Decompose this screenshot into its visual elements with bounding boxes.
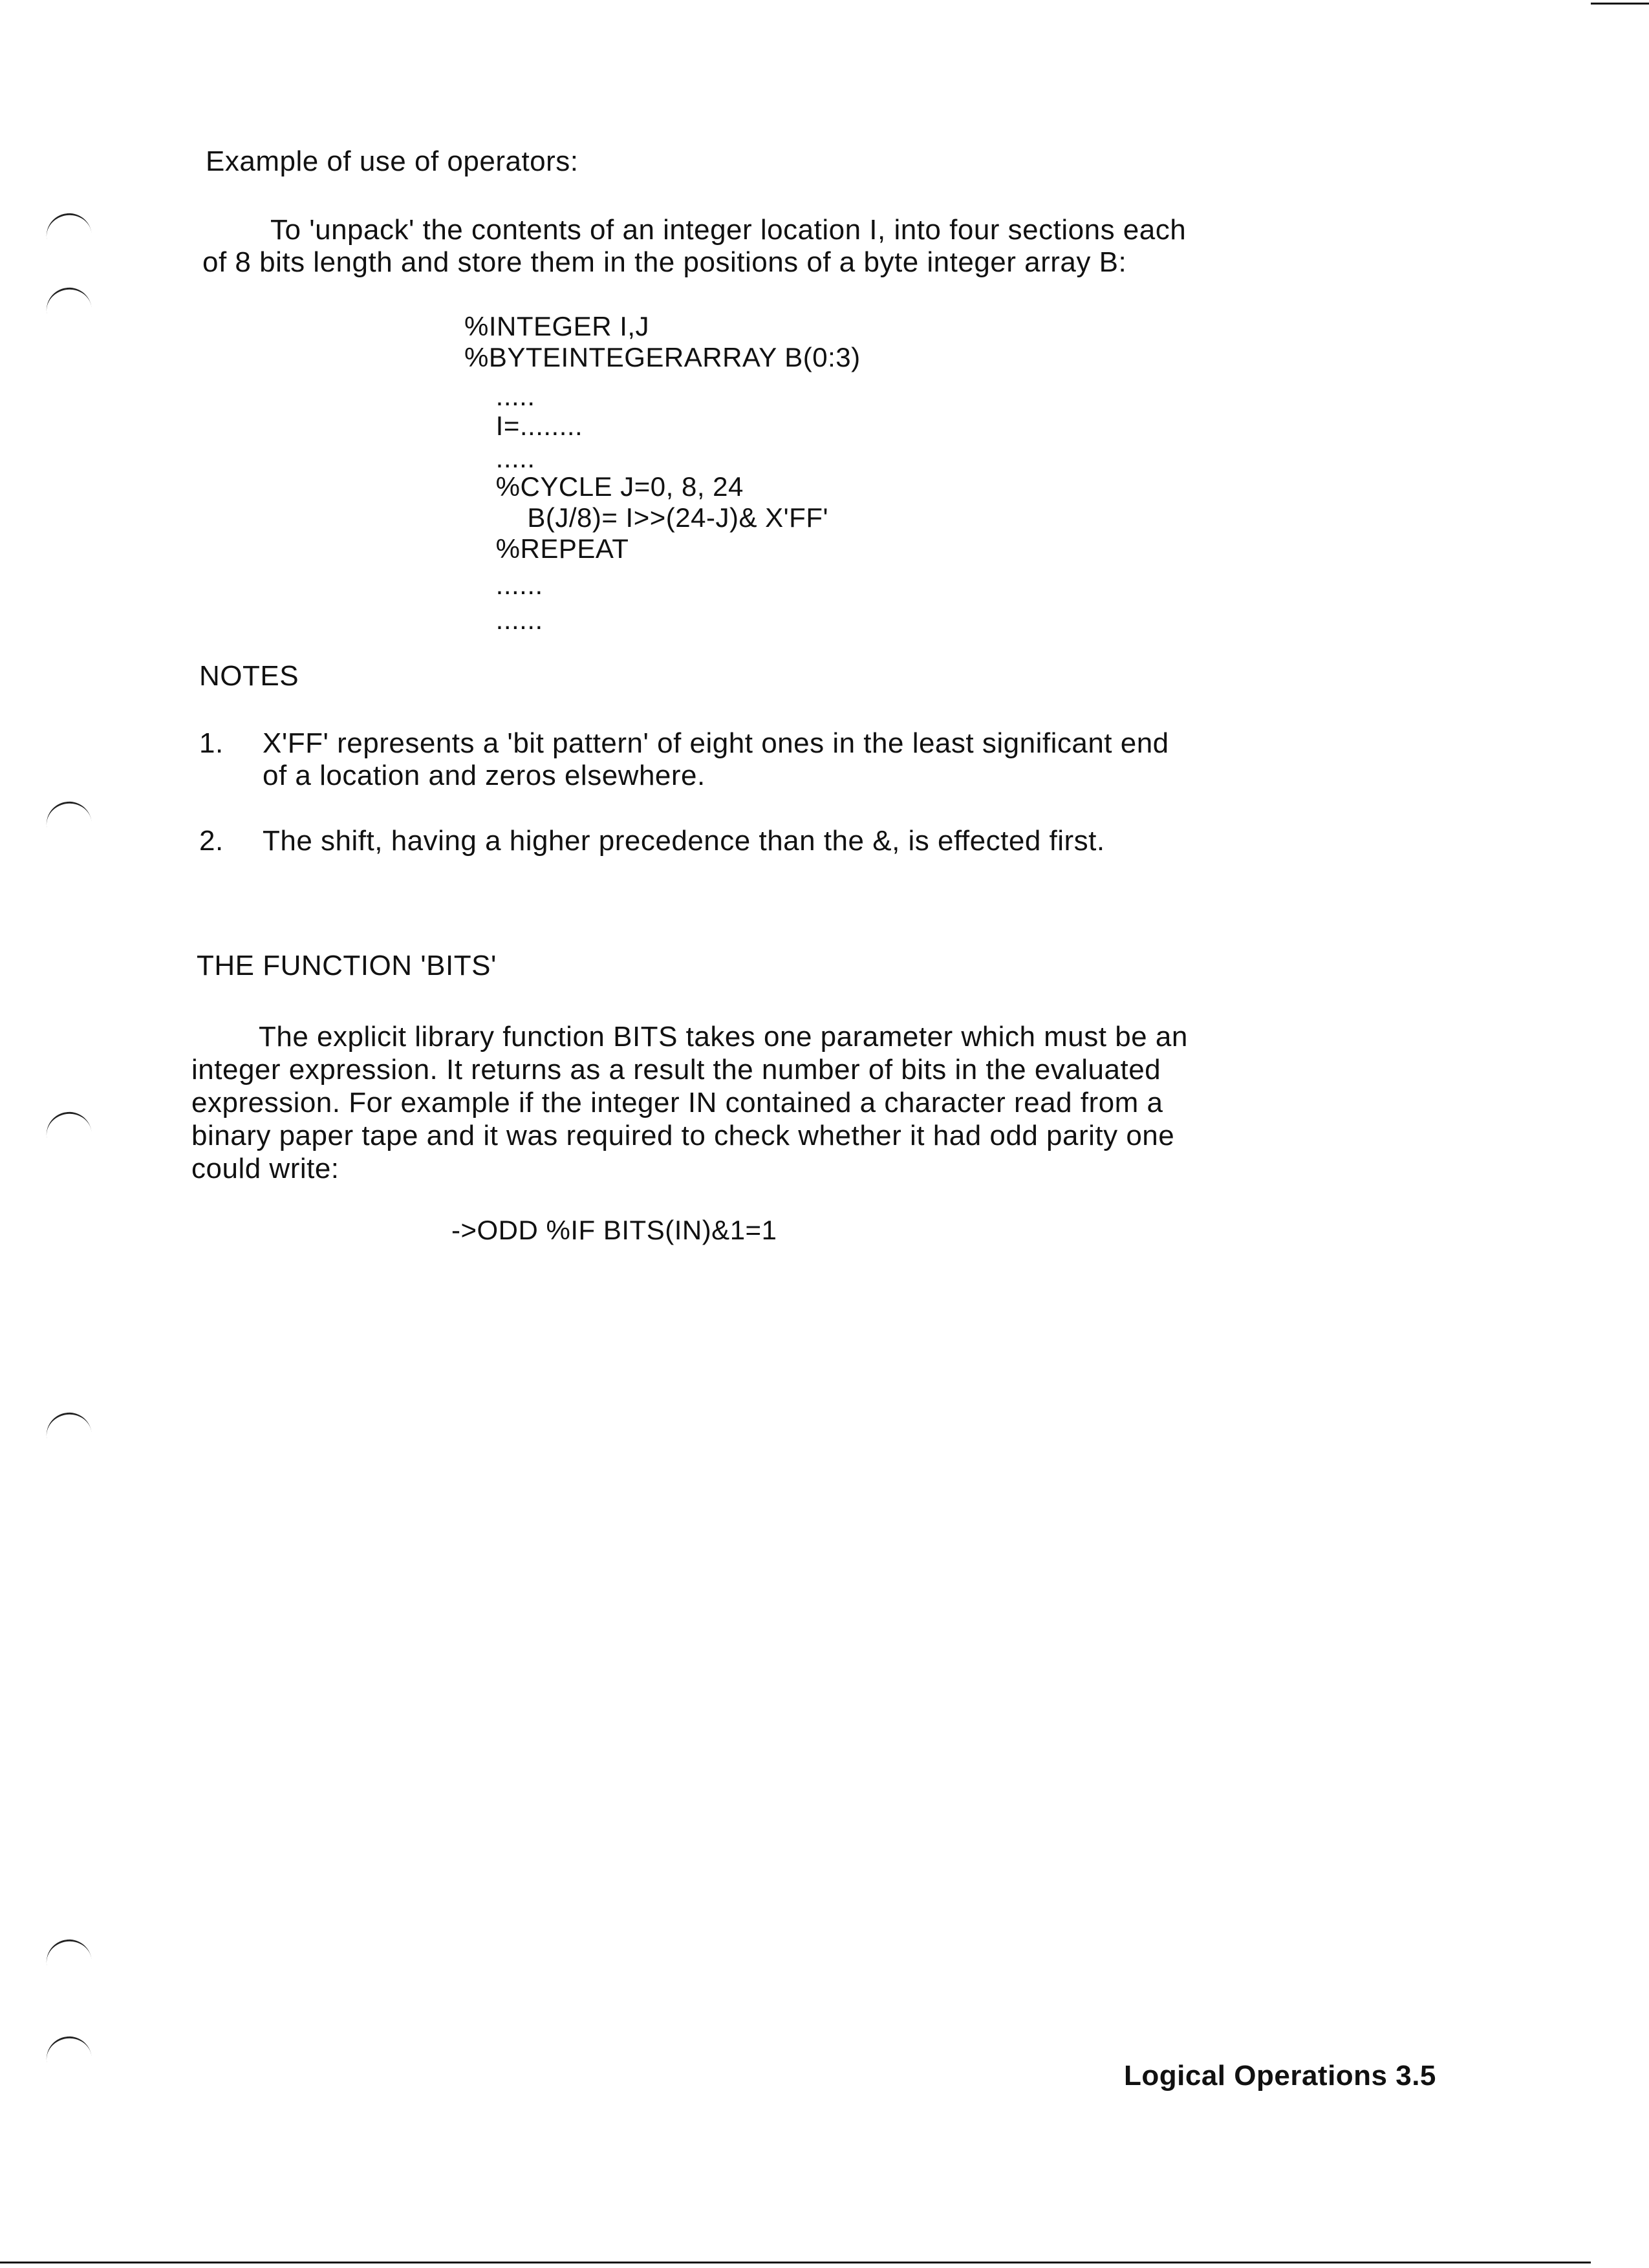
paragraph-line: The explicit library function BITS takes one parameter which must be an — [259, 1021, 1188, 1053]
punch-hole-mark — [43, 1936, 92, 1970]
bottom-edge-rule — [0, 2262, 1591, 2263]
notes-heading: NOTES — [199, 660, 299, 692]
note-number: 2. — [199, 825, 224, 857]
example-heading: Example of use of operators: — [206, 145, 579, 177]
page-footer: Logical Operations 3.5 — [1124, 2060, 1436, 2091]
code-line: B(J/8)= I>>(24-J)& X'FF' — [464, 502, 829, 533]
top-edge-rule — [1591, 3, 1649, 5]
code-line: %REPEAT — [464, 533, 629, 564]
code-line: %BYTEINTEGERARRAY B(0:3) — [464, 342, 861, 372]
punch-hole-mark — [43, 210, 92, 244]
paragraph-line: integer expression. It returns as a result the number of bits in the evaluated — [191, 1054, 1161, 1086]
punch-hole-mark — [43, 798, 92, 832]
punch-hole-mark — [43, 284, 92, 318]
code-line: ..... — [464, 381, 535, 411]
paragraph-line: could write: — [191, 1153, 339, 1184]
paragraph-line: binary paper tape and it was required to check whether it had odd parity one — [191, 1120, 1175, 1151]
paragraph-line: expression. For example if the integer IN contained a character read from a — [191, 1087, 1163, 1118]
function-code: ->ODD %IF BITS(IN)&1=1 — [451, 1215, 777, 1245]
code-line: %CYCLE J=0, 8, 24 — [464, 471, 744, 502]
note-text: The shift, having a higher precedence than the &, is effected first. — [263, 825, 1105, 857]
punch-hole-mark — [43, 1109, 92, 1142]
punch-hole-mark — [43, 1409, 92, 1443]
code-line: ...... — [464, 570, 543, 600]
code-line: ...... — [464, 604, 543, 635]
code-line: I=........ — [464, 411, 583, 441]
code-line: ..... — [464, 443, 535, 473]
punch-hole-mark — [43, 2033, 92, 2067]
note-text: of a location and zeros elsewhere. — [263, 760, 706, 791]
note-text: X'FF' represents a 'bit pattern' of eight ones in the least significant end — [263, 727, 1169, 759]
code-line: %INTEGER I,J — [464, 311, 650, 341]
intro-line-2: of 8 bits length and store them in the positions of a byte integer array B: — [202, 246, 1127, 278]
note-number: 1. — [199, 727, 224, 759]
function-heading: THE FUNCTION 'BITS' — [197, 950, 497, 981]
function-paragraph — [191, 1020, 1491, 1185]
intro-line-1: To 'unpack' the contents of an integer location I, into four sections each — [270, 214, 1187, 246]
